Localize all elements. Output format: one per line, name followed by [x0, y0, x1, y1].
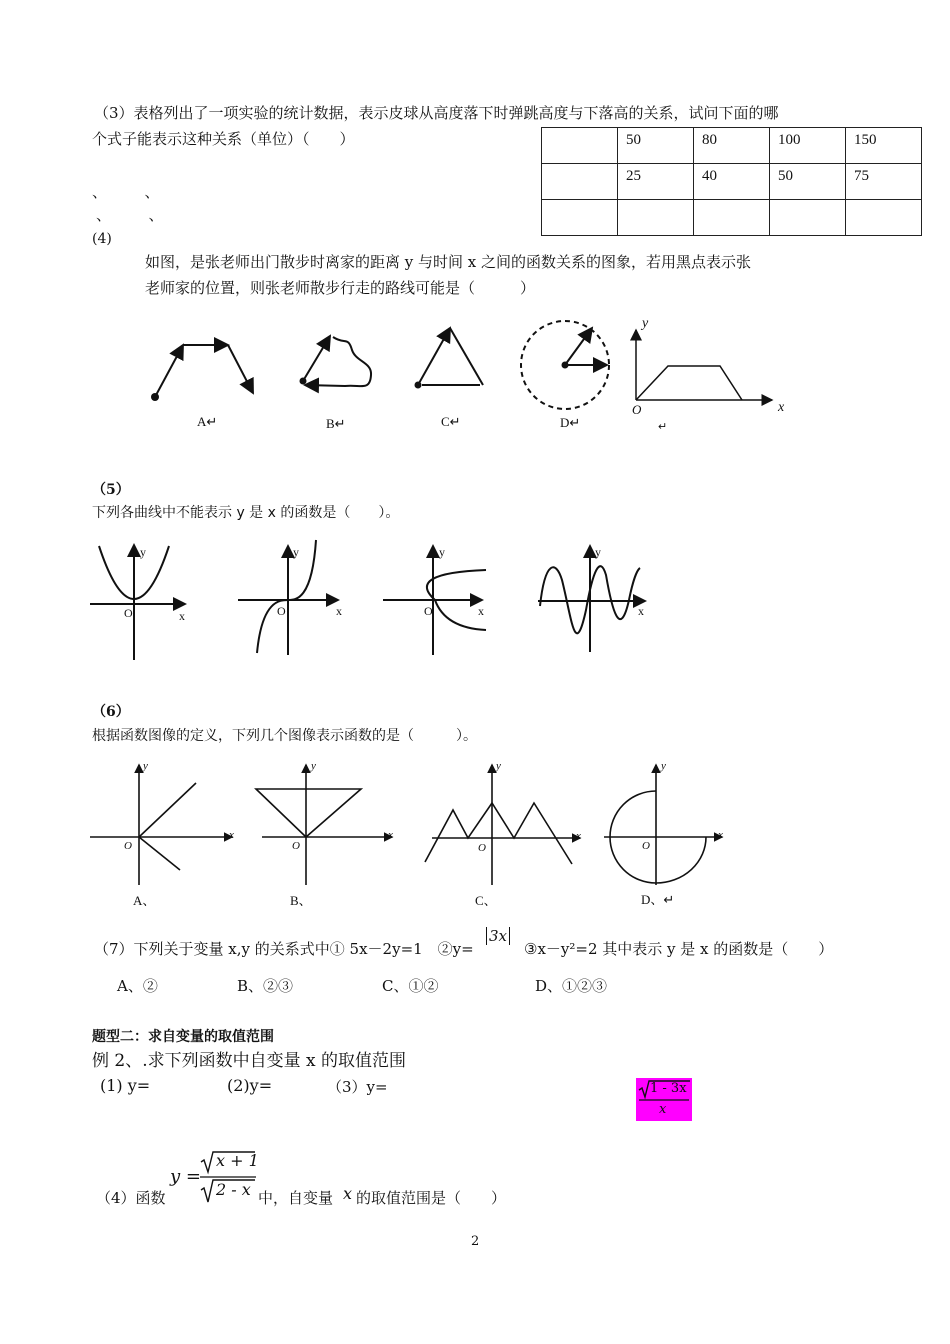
q3-marks2: 、 、 — [96, 206, 164, 224]
q5-x-label-4: x — [638, 604, 644, 618]
q5-y-label-4: y — [595, 545, 601, 559]
q6-caption-a: A、 — [133, 893, 156, 908]
q6-origin-label-d: O — [642, 840, 650, 852]
q5-question: 下列各曲线中不能表示 y 是 x 的函数是（ ）。 — [92, 505, 400, 521]
q7-option-c: C、①② — [382, 977, 439, 995]
q6-number: （6） — [92, 704, 130, 720]
q4-line2: 老师家的位置，则张老师散步行走的路线可能是（ ） — [145, 279, 536, 297]
q4-formula-numerator: x + 1 — [216, 1151, 259, 1170]
q6-origin-label-c: O — [478, 842, 486, 854]
q6-graph-b — [256, 765, 392, 885]
q4-mid-text: 中，自变量 — [258, 1189, 334, 1207]
example2-part1: (1) y= — [100, 1076, 151, 1095]
q5-y-label-3: y — [439, 545, 445, 559]
graph-return-mark: ↵ — [658, 421, 668, 433]
q3-line2: 个式子能表示这种关系（单位）（ ） — [92, 130, 355, 148]
table-cell: 100 — [770, 128, 846, 164]
q5-x-label-2: x — [336, 604, 342, 618]
table-cell: 40 — [694, 164, 770, 200]
q7-text-a: （7）下列关于变量 x,y 的关系式中① 5x－2y=1 ②y= — [94, 940, 474, 958]
page-number: 2 — [471, 1234, 480, 1249]
q5-y-label-2: y — [293, 545, 299, 559]
table-cell: 150 — [846, 128, 922, 164]
q6-x-label-d: x — [718, 829, 723, 841]
route-a-caption: A↵ — [197, 414, 218, 429]
q6-caption-b: B、 — [290, 893, 312, 908]
q6-caption-c: C、 — [475, 893, 497, 908]
q7-text-b: ③x－y²=2 其中表示 y 是 x 的函数是（ ） — [524, 940, 834, 958]
q7-option-b: B、②③ — [237, 977, 294, 995]
q4-end-text: 的取值范围是（ ） — [356, 1189, 507, 1207]
q6-origin-label-a: O — [124, 840, 132, 852]
q6-caption-d: D、↵ — [641, 892, 675, 907]
route-d-caption: D↵ — [560, 415, 581, 430]
q6-origin-label-b: O — [292, 840, 300, 852]
q5-origin-label-3: O — [424, 604, 433, 618]
q5-x-label-3: x — [478, 604, 484, 618]
q6-x-label-c: x — [576, 830, 581, 842]
example2-title: 例 2、.求下列函数中自变量 x 的取值范围 — [92, 1051, 407, 1071]
q6-question: 根据函数图像的定义，下列几个图像表示函数的是（ ）。 — [92, 728, 477, 744]
table-cell: 50 — [770, 164, 846, 200]
table-cell: 75 — [846, 164, 922, 200]
q4-line1: 如图，是张老师出门散步时离家的距离 y 与时间 x 之间的函数关系的图象，若用黑点表示张 — [145, 253, 752, 271]
type2-heading: 题型二：求自变量的取值范围 — [92, 1029, 274, 1045]
q7-option-a: A、② — [117, 977, 158, 995]
graph-x-label: x — [778, 400, 785, 415]
q6-x-label-b: x — [388, 829, 393, 841]
q5-origin-label-2: O — [277, 604, 286, 618]
q4-function-label: （4）函数 — [96, 1189, 166, 1207]
q7-abs-expression: 3x — [486, 927, 510, 945]
example2-part3: （3）y= — [327, 1078, 388, 1096]
graph-origin-label: O — [632, 402, 642, 417]
route-b-caption: B↵ — [326, 416, 346, 431]
q4-variable: x — [343, 1184, 353, 1203]
table-cell: 50 — [618, 128, 694, 164]
q4-formula-denominator: 2 - x — [216, 1180, 251, 1199]
q6-y-label-b: y — [311, 760, 316, 772]
fraction-numerator: 1 - 3x — [650, 1081, 687, 1096]
q4-formula-lhs: y = — [170, 1166, 201, 1187]
example2-part2: (2)y= — [227, 1076, 273, 1095]
q6-graph-d — [604, 765, 722, 885]
q5-y-label-1: y — [140, 545, 146, 559]
q5-origin-label-1: O — [124, 606, 133, 620]
q5-x-label-1: x — [179, 609, 185, 623]
route-c-caption: C↵ — [441, 414, 461, 429]
q5-number: （5） — [92, 482, 130, 498]
q6-graph-a — [90, 765, 232, 885]
table-cell: 25 — [618, 164, 694, 200]
q6-y-label-d: y — [661, 760, 666, 772]
graph-y-label: y — [642, 316, 649, 331]
table-cell: 80 — [694, 128, 770, 164]
q3-marks1: 、 、 — [92, 183, 160, 201]
q6-y-label-a: y — [143, 760, 148, 772]
q6-x-label-a: x — [229, 829, 234, 841]
q4-number: (4) — [92, 231, 112, 247]
q6-y-label-c: y — [496, 760, 501, 772]
q6-graph-c — [425, 765, 580, 885]
q3-line1: （3）表格列出了一项实验的统计数据，表示皮球从高度落下时弹跳高度与下落高的关系，试问下面的哪 — [94, 104, 779, 122]
fraction-denominator: x — [659, 1102, 667, 1117]
q7-option-d: D、①②③ — [535, 977, 608, 995]
